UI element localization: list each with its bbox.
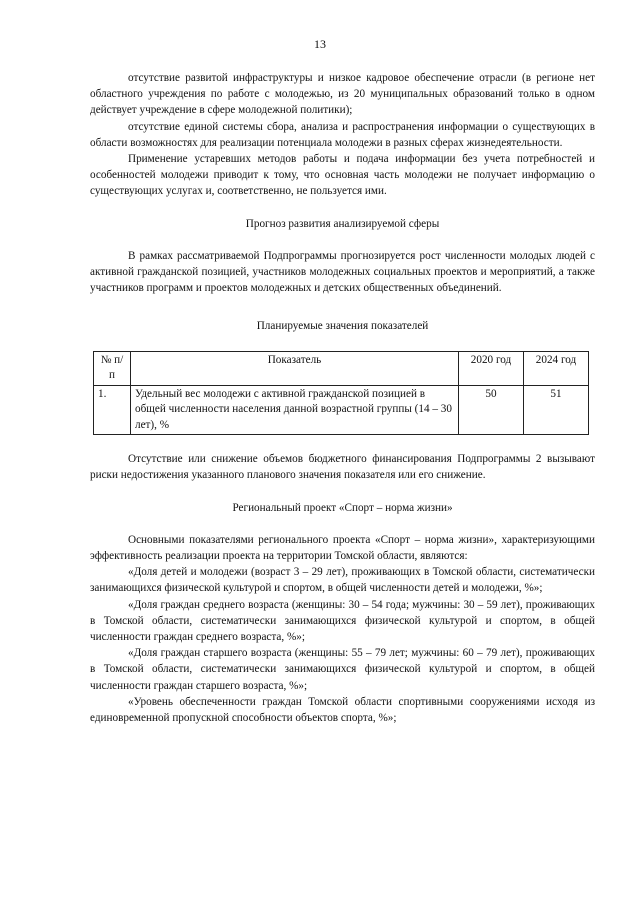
risk-paragraph: Отсутствие или снижение объемов бюджетного финансирования Подпрограммы 2 вызывают риски недостижения указанного планового значения показателя или его снижение.: [90, 453, 595, 482]
intro-paragraph-2: отсутствие единой системы сбора, анализа и распространения информации о существующих в области возможностях для реализации потенциала молодежи в разных сферах жизнедеятельности.: [90, 120, 595, 149]
table-row: [94, 385, 589, 435]
forecast-paragraph: В рамках рассматриваемой Подпрограммы прогнозируется рост численности молодых людей с активной гражданской позицией, участников молодежных социальных проектов и мероприятий, а также участников программ и проектов молодежных и детских общественных объединений.: [90, 249, 595, 295]
regional-paragraph-3: «Доля граждан среднего возраста (женщины: 30 – 54 года; мужчины: 30 – 59 лет), проживающих в Томской области, систематически занимающихся физической культурой и спортом, в общей численности граждан среднего возраста, %»;: [90, 598, 595, 643]
regional-paragraph-2: «Доля детей и молодежи (возраст 3 – 29 лет), проживающих в Томской области, систематически занимающихся физической культурой и спортом, в общей численности детей и молодежи, %»;: [90, 566, 595, 595]
table-header-row: [94, 351, 589, 385]
forecast-heading: Прогноз развития анализируемой сферы: [245, 217, 440, 230]
indicators-heading: Планируемые значения показателей: [256, 320, 429, 333]
indicators-table: [93, 351, 589, 436]
document-body: [90, 70, 595, 726]
regional-paragraph-4: «Доля граждан старшего возраста (женщины: 55 – 79 лет; мужчины: 60 – 79 лет), проживающих в Томской области, систематически занимающихся физической культурой и спортом, в общей численности граждан старшего возраста, %»;: [90, 647, 595, 692]
header-num: № п/п: [94, 351, 131, 385]
row-num: 1.: [94, 385, 131, 435]
row-value-2020: 50: [459, 385, 524, 435]
regional-paragraph-1: Основными показателями регионального проекта «Спорт – норма жизни», характеризующими эффективность реализации проекта на территории Томской области, являются:: [90, 533, 595, 562]
row-indicator-name: Удельный вес молодежи с активной гражданской позицией в общей численности населения данной возрастной группы (14 – 30 лет), %: [131, 385, 459, 435]
row-value-2024: 51: [524, 385, 589, 435]
regional-paragraph-5: «Уровень обеспеченности граждан Томской области спортивными сооружениями исходя из единовременной пропускной способности объектов спорта, %»;: [90, 695, 595, 724]
intro-paragraph-1: отсутствие развитой инфраструктуры и низкое кадровое обеспечение отрасли (в регионе нет областного учреждения по работе с молодежью, из 20 муниципальных образований только в одном действует учреждение в сфере молодежной политики);: [90, 72, 595, 117]
regional-project-heading: Региональный проект «Спорт – норма жизни»: [232, 501, 453, 514]
intro-paragraph-3: Применение устаревших методов работы и подача информации без учета потребностей и особенностей молодежи приводит к тому, что основная часть молодежи не получает информацию о существующих услугах и, соответственно, не пользуется ими.: [90, 153, 595, 198]
page-number: 13: [314, 37, 326, 51]
header-name: Показатель: [131, 351, 459, 385]
header-2024: 2024 год: [524, 351, 589, 385]
header-2020: 2020 год: [459, 351, 524, 385]
